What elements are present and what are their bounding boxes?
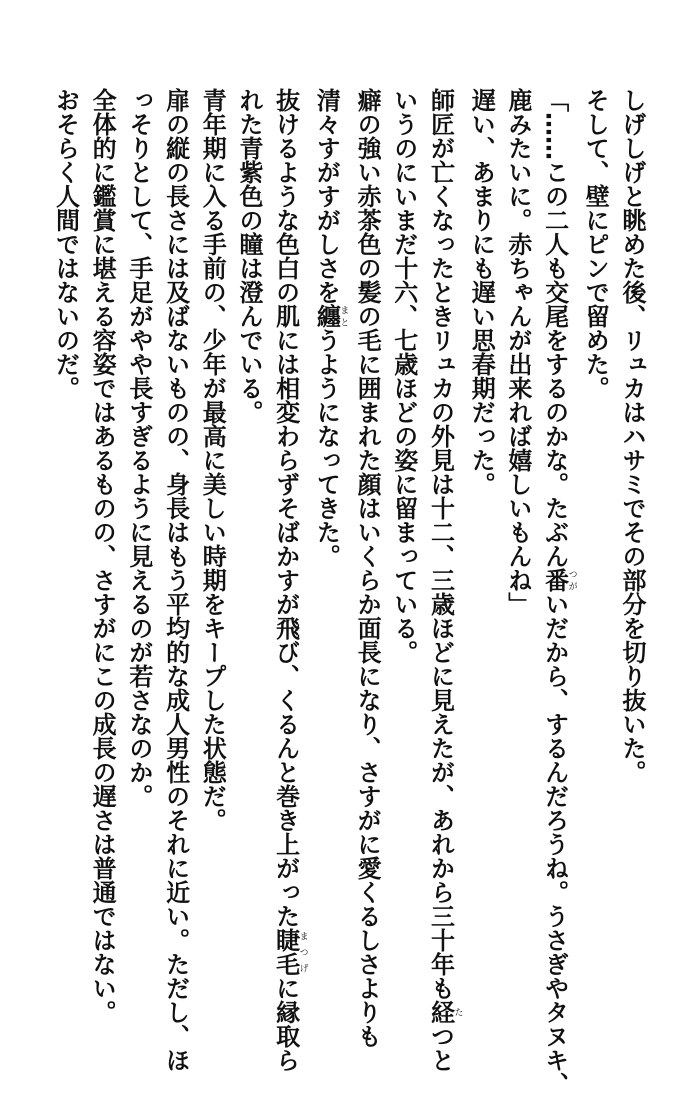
ruby-mato: 纏まと (312, 304, 349, 328)
text-line-8: 癖の強い赤茶色の髪の毛に囲まれた顔はいくらか面長になり、さすがに愛くるしさよりも (353, 88, 382, 1048)
ruby-ta: 経た (426, 1000, 463, 1024)
text-line-11: れた青紫色の瞳は澄んでいる。 (234, 88, 263, 424)
ruby-ta-reading: た (452, 1000, 463, 1024)
text-line-4: 鹿みたいに。赤ちゃんが出来れば嬉しいもんね」 (503, 88, 532, 616)
text-line-15: 全体的に鑑賞に堪える容姿ではあるものの、さすがにこの成長の遅さは普通ではない。 (88, 88, 117, 1024)
text-line-2: そして、壁にピンで留めた。 (581, 88, 610, 400)
text-line-16: おそらく人間ではないのだ。 (51, 88, 80, 400)
text-line-12: 青年期に入る手前の、少年が最高に美しい時期をキープした状態だ。 (198, 88, 227, 832)
ruby-matsuge: 睫毛まつげ (271, 928, 308, 976)
text-line-5: 遅い、あまりにも遅い思春期だった。 (467, 88, 496, 496)
text-line-1: しげしげと眺めた後、リュカはハサミでその部分を切り抜いた。 (618, 88, 646, 784)
text-line-9: 清々すがすがしさを纏まとうようになってきた。 (312, 88, 349, 568)
ruby-mato-reading: まと (338, 304, 349, 328)
text-line-13: 扉の縦の長さには及ばないものの、身長はもう平均的な成人男性のそれに近い。ただし、ほ (161, 88, 190, 1072)
text-line-6: 師匠が亡くなったときリュカの外見は十二、三歳ほどに見えたが、あれから三十年も経たつと (426, 88, 463, 1072)
text-line-7: いうのにいまだ十六、七歳ほどの姿に留まっている。 (389, 88, 418, 664)
ruby-tsuga: 番つが (540, 568, 577, 592)
vertical-text-body (47, 88, 650, 1096)
text-line-10: 抜けるような色白の肌には相変わらずそばかすが飛び、くるんと巻き上がった睫毛まつげに縁取ら (271, 88, 308, 1072)
ruby-tsuga-reading: つが (566, 568, 577, 592)
text-line-3: 「……この二人も交尾をするのかな。たぶん番つがいだから、するんだろうね。うさぎやタヌキ、 (540, 88, 577, 1096)
ruby-matsuge-reading: まつげ (297, 928, 308, 976)
text-line-14: っそりとして、手足がやや長すぎるように見えるのが若さなのか。 (124, 88, 153, 808)
